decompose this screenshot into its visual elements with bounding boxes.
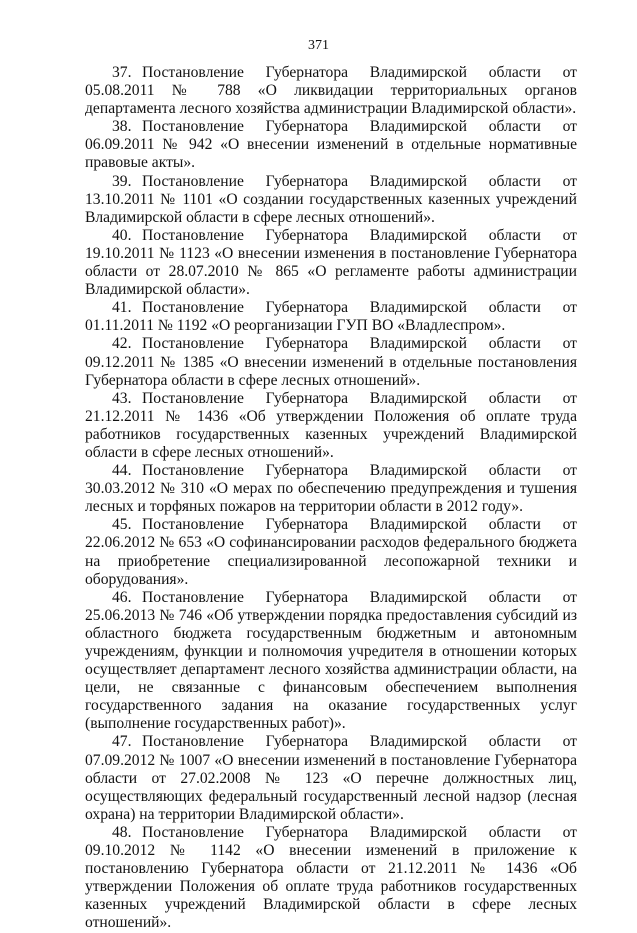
list-item <box>85 335 577 389</box>
item-text: Постановление Губернатора Владимирской области от 22.06.2012 № 653 «О софинансировании расходов федерального бюджета на приобретение специализированной лесопожарной техники и оборудования». <box>85 516 577 588</box>
item-text: Постановление Губернатора Владимирской области от 13.10.2011 № 1101 «О создании государственных казенных учреждений Владимирской области в сфере лесных отношений». <box>85 172 577 226</box>
item-text: Постановление Губернатора Владимирской области от 06.09.2011 № 942 «О внесении изменений в отдельные нормативные правовые акты». <box>85 118 577 172</box>
item-text: Постановление Губернатора Владимирской области от 09.12.2011 № 1385 «О внесении изменений в отдельные постановления Губернатора области в сфере лесных отношений». <box>85 335 577 389</box>
item-number: 48. <box>112 823 132 841</box>
item-text: Постановление Губернатора Владимирской области от 19.10.2011 № 1123 «О внесении изменения в постановление Губернатора области от 28.07.2010 № 865 «О регламенте работы администрации Владимирской области». <box>85 226 577 299</box>
item-text: Постановление Губернатора Владимирской области от 07.09.2012 № 1007 «О внесении изменений в постановление Губернатора области от 27.02.2008 № 123 «О перечне должностных лиц, осуществляющих федеральный государственный лесной надзор (лесная охрана) на территории Владимирской области». <box>85 733 577 823</box>
item-text: Постановление Губернатора Владимирской области от 05.08.2011 № 788 «О ликвидации территориальных органов департамента лесного хозяйства администрации Владимирской области». <box>85 64 577 118</box>
list-item <box>85 118 577 172</box>
document-body <box>85 64 577 933</box>
item-number: 41. <box>112 299 132 317</box>
item-number: 43. <box>112 389 132 407</box>
item-number: 45. <box>112 516 132 534</box>
item-number: 39. <box>112 172 132 190</box>
list-item <box>85 173 577 227</box>
item-text: Постановление Губернатора Владимирской области от 09.10.2012 № 1142 «О внесении изменений в приложение к постановлению Губернатора области от 21.12.2011 № 1436 «Об утверждении Положения об оплате труда работников государственных казенных учреждений Владимирской области в сфере лесных отношений». <box>85 823 577 932</box>
item-number: 38. <box>112 118 132 136</box>
item-number: 47. <box>112 733 132 751</box>
list-item <box>85 64 577 118</box>
list-item <box>85 516 577 588</box>
page-number: 371 <box>308 38 329 53</box>
item-text: Постановление Губернатора Владимирской области от 21.12.2011 № 1436 «Об утверждении Положения об оплате труда работников государственных казенных учреждений Владимирской области в сфере лесных отношений». <box>85 389 577 461</box>
item-text: Постановление Губернатора Владимирской области от 25.06.2013 № 746 «Об утверждении порядка предоставления субсидий из областного бюджета государственным бюджетным и автономным учреждениям, функции и полномочия учредителя в отношении которых осуществляет департамент лесного хозяйства администрации области, на цели, не связанные с финансовым обеспечением выполнения государственного задания на оказание государственных услуг (выполнение государственных работ)». <box>85 588 577 733</box>
item-number: 37. <box>112 64 132 81</box>
list-item <box>85 462 577 516</box>
item-number: 40. <box>112 226 132 244</box>
item-number: 44. <box>112 462 132 480</box>
item-text: Постановление Губернатора Владимирской области от 30.03.2012 № 310 «О мерах по обеспечению предупреждения и тушения лесных и торфяных пожаров на территории области в 2012 году». <box>85 462 577 516</box>
list-item <box>85 299 577 335</box>
list-item <box>85 390 577 462</box>
list-item <box>85 227 577 299</box>
list-item <box>85 824 577 933</box>
item-number: 42. <box>112 335 132 353</box>
list-item <box>85 589 577 734</box>
item-text: Постановление Губернатора Владимирской области от 01.11.2011 № 1192 «О реорганизации ГУП ВО «Владлеспром». <box>85 299 577 335</box>
list-item <box>85 733 577 823</box>
item-number: 46. <box>112 588 132 606</box>
